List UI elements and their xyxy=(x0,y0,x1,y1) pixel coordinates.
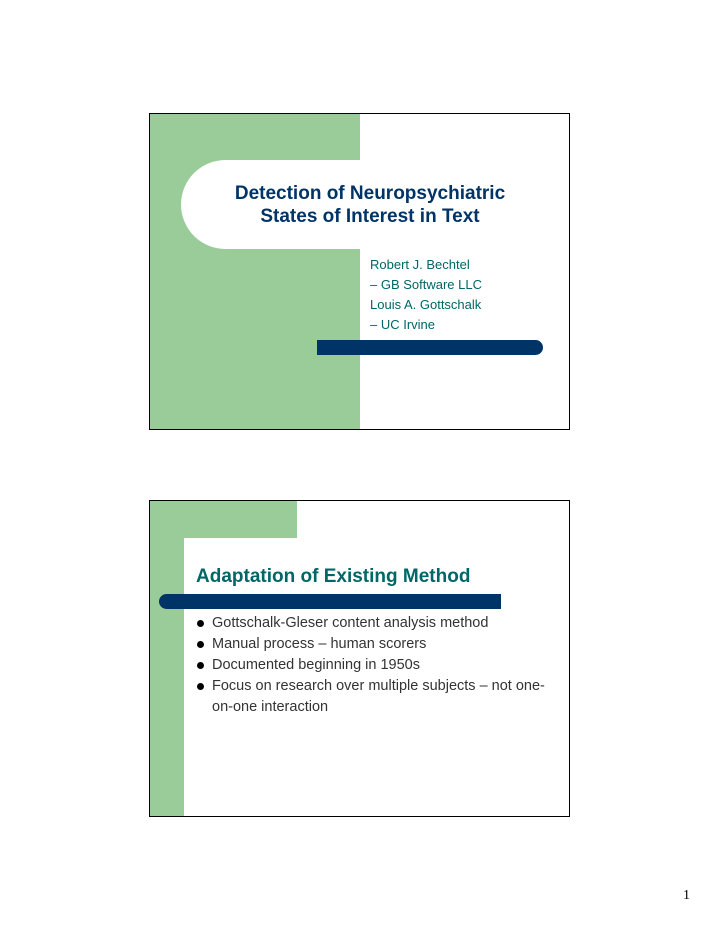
title-line: States of Interest in Text xyxy=(260,206,480,227)
bullet-dot-icon xyxy=(197,683,204,690)
green-top-panel xyxy=(150,501,297,538)
list-item xyxy=(196,655,556,676)
slide-1-authors xyxy=(370,255,482,335)
bullet-text: Focus on research over multiple subjects – not one-on-one interaction xyxy=(212,678,545,715)
bullet-dot-icon xyxy=(197,641,204,648)
bullet-text: Documented beginning in 1950s xyxy=(212,657,420,673)
author-line: – GB Software LLC xyxy=(370,277,482,292)
list-item xyxy=(196,613,556,634)
author-line: – UC Irvine xyxy=(370,317,436,332)
green-side-panel xyxy=(150,501,184,816)
page-number: 1 xyxy=(683,888,690,903)
navy-accent-bar xyxy=(317,340,543,355)
list-item xyxy=(196,676,556,718)
bullet-dot-icon xyxy=(197,662,204,669)
slide-2 xyxy=(149,500,570,817)
title-line: Detection of Neuropsychiatric xyxy=(234,183,506,204)
slide-1-title xyxy=(210,182,530,228)
bullet-text: Manual process – human scorers xyxy=(212,636,427,652)
bullet-text: Gottschalk-Gleser content analysis method xyxy=(212,615,489,631)
slide-2-title: Adaptation of Existing Method xyxy=(196,566,471,587)
slide-1 xyxy=(149,113,570,430)
author-line: Louis A. Gottschalk xyxy=(370,297,482,312)
author-line: Robert J. Bechtel xyxy=(370,257,470,272)
list-item xyxy=(196,634,556,655)
bullet-list xyxy=(196,613,556,718)
navy-accent-bar xyxy=(159,594,501,609)
bullet-dot-icon xyxy=(197,620,204,627)
